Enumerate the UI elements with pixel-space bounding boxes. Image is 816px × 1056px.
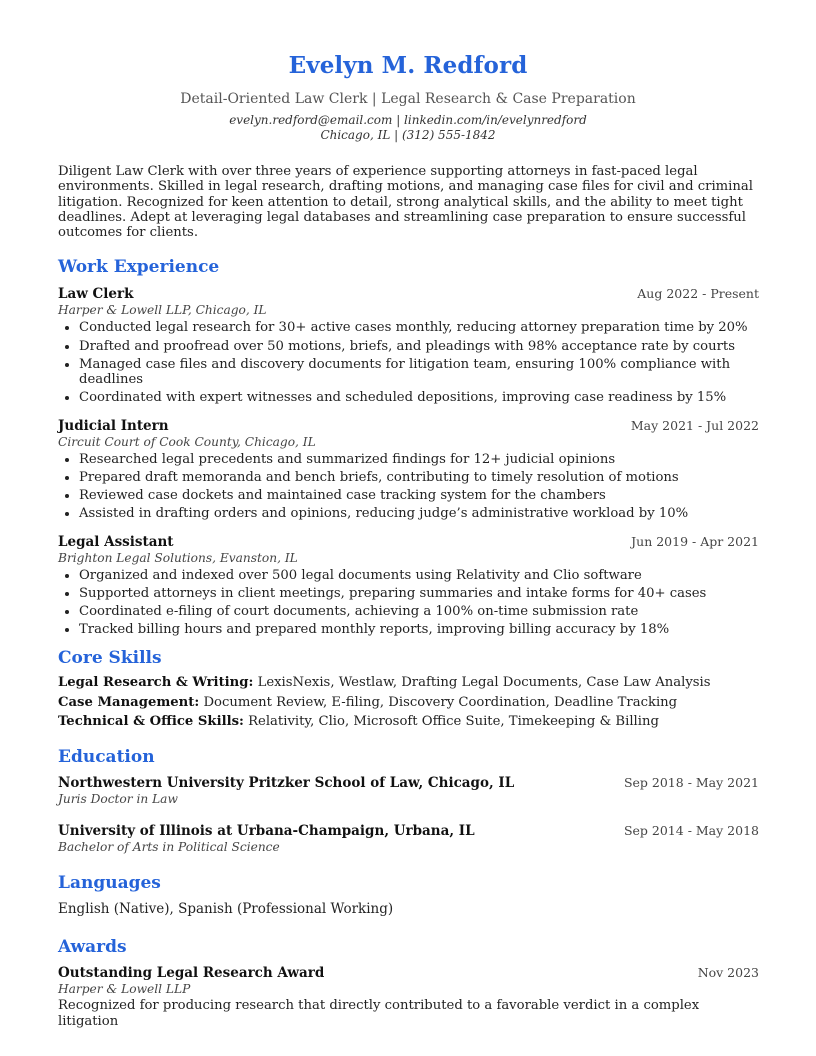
resume-header — [0, 0, 816, 143]
job-bullet: • Assisted in drafting orders and opinions, reducing judge’s administrative workload by 10% — [79, 506, 759, 522]
professional-summary: Diligent Law Clerk with over three years of experience supporting attorneys in fast-paced legal environments. Skilled in legal research, drafting motions, and managing case files for civil and criminal litigation. Recognized for keen attention to detail, strong analytical skills, and the ability to meet tight deadlines. Adept at leveraging legal databases and streamlining case preparation to ensure successful outcomes for clients. — [58, 164, 753, 241]
job-role: Judicial Intern — [58, 417, 169, 434]
job-bullet: • Researched legal precedents and summarized findings for 12+ judicial opinions — [79, 452, 759, 468]
skill-row — [58, 693, 759, 713]
degree: Juris Doctor in Law — [58, 791, 178, 806]
education-dates: Sep 2018 - May 2021 — [623, 774, 759, 790]
job-bullet: • Organized and indexed over 500 legal documents using Relativity and Clio software — [79, 568, 759, 584]
resume-body — [58, 164, 759, 1030]
section-title-languages: Languages — [58, 872, 161, 893]
award-organization: Harper & Lowell LLP — [58, 981, 191, 996]
job-dates: May 2021 - Jul 2022 — [630, 417, 759, 433]
job-entry — [58, 534, 759, 638]
job-bullet: • Conducted legal research for 30+ active cases monthly, reducing attorney preparation time by 20% — [79, 320, 759, 336]
candidate-tagline: Detail-Oriented Law Clerk | Legal Research & Case Preparation — [180, 91, 636, 107]
skill-label: Legal Research & Writing: — [58, 675, 254, 691]
job-dates: Aug 2022 - Present — [637, 286, 759, 302]
skill-value: LexisNexis, Westlaw, Drafting Legal Documents, Case Law Analysis — [257, 675, 711, 691]
skill-row — [58, 712, 759, 732]
job-bullets — [58, 320, 759, 405]
languages-text: English (Native), Spanish (Professional Working) — [58, 900, 394, 917]
education-entry — [58, 823, 759, 856]
section-title-work-experience: Work Experience — [58, 257, 220, 278]
job-organization: Harper & Lowell LLP, Chicago, IL — [58, 303, 267, 318]
degree: Bachelor of Arts in Political Science — [58, 839, 280, 854]
section-title-awards: Awards — [58, 936, 127, 957]
award-description: Recognized for producing research that directly contributed to a favorable verdict in a complex litigation — [58, 997, 700, 1029]
skill-row — [58, 673, 759, 693]
job-bullet: • Reviewed case dockets and maintained case tracking system for the chambers — [79, 488, 759, 504]
job-organization: Brighton Legal Solutions, Evanston, IL — [58, 550, 298, 565]
award-entry — [58, 965, 759, 1030]
job-bullets — [58, 568, 759, 638]
skill-label: Case Management: — [58, 694, 200, 710]
job-bullet: • Prepared draft memoranda and bench briefs, contributing to timely resolution of motions — [79, 470, 759, 486]
job-role: Law Clerk — [58, 286, 134, 303]
skills-list — [58, 673, 759, 732]
school-name: University of Illinois at Urbana-Champaign, Urbana, IL — [58, 822, 475, 839]
contact-line-email-linkedin: evelyn.redford@email.com | linkedin.com/in/evelynredford — [229, 113, 587, 127]
award-name: Outstanding Legal Research Award — [58, 964, 325, 981]
job-entry — [58, 286, 759, 405]
job-bullet: • Tracked billing hours and prepared monthly reports, improving billing accuracy by 18% — [79, 622, 759, 638]
school-name: Northwestern University Pritzker School of Law, Chicago, IL — [58, 774, 515, 791]
skill-value: Relativity, Clio, Microsoft Office Suite, Timekeeping & Billing — [248, 714, 659, 730]
job-dates: Jun 2019 - Apr 2021 — [631, 533, 759, 549]
job-bullet: • Coordinated with expert witnesses and scheduled depositions, improving case readiness by 15% — [79, 390, 759, 406]
section-title-core-skills: Core Skills — [58, 648, 162, 669]
job-bullet: • Supported attorneys in client meetings, preparing summaries and intake forms for 40+ cases — [79, 586, 759, 602]
skill-label: Technical & Office Skills: — [58, 714, 244, 730]
job-role: Legal Assistant — [58, 533, 174, 550]
job-bullets — [58, 452, 759, 522]
education-dates: Sep 2014 - May 2018 — [623, 822, 759, 838]
award-date: Nov 2023 — [697, 964, 759, 980]
contact-line-location-phone: Chicago, IL | (312) 555-1842 — [320, 128, 496, 142]
job-bullet: • Managed case files and discovery documents for litigation team, ensuring 100% compliance with deadlines — [79, 357, 759, 388]
candidate-name: Evelyn M. Redford — [288, 52, 528, 79]
job-entry — [58, 418, 759, 522]
job-bullet: • Coordinated e-filing of court documents, achieving a 100% on-time submission rate — [79, 604, 759, 620]
job-organization: Circuit Court of Cook County, Chicago, IL — [58, 434, 316, 449]
section-title-education: Education — [58, 746, 155, 767]
education-entry — [58, 775, 759, 808]
skill-value: Document Review, E-filing, Discovery Coordination, Deadline Tracking — [203, 694, 678, 710]
job-bullet: • Drafted and proofread over 50 motions, briefs, and pleadings with 98% acceptance rate by courts — [79, 339, 759, 355]
